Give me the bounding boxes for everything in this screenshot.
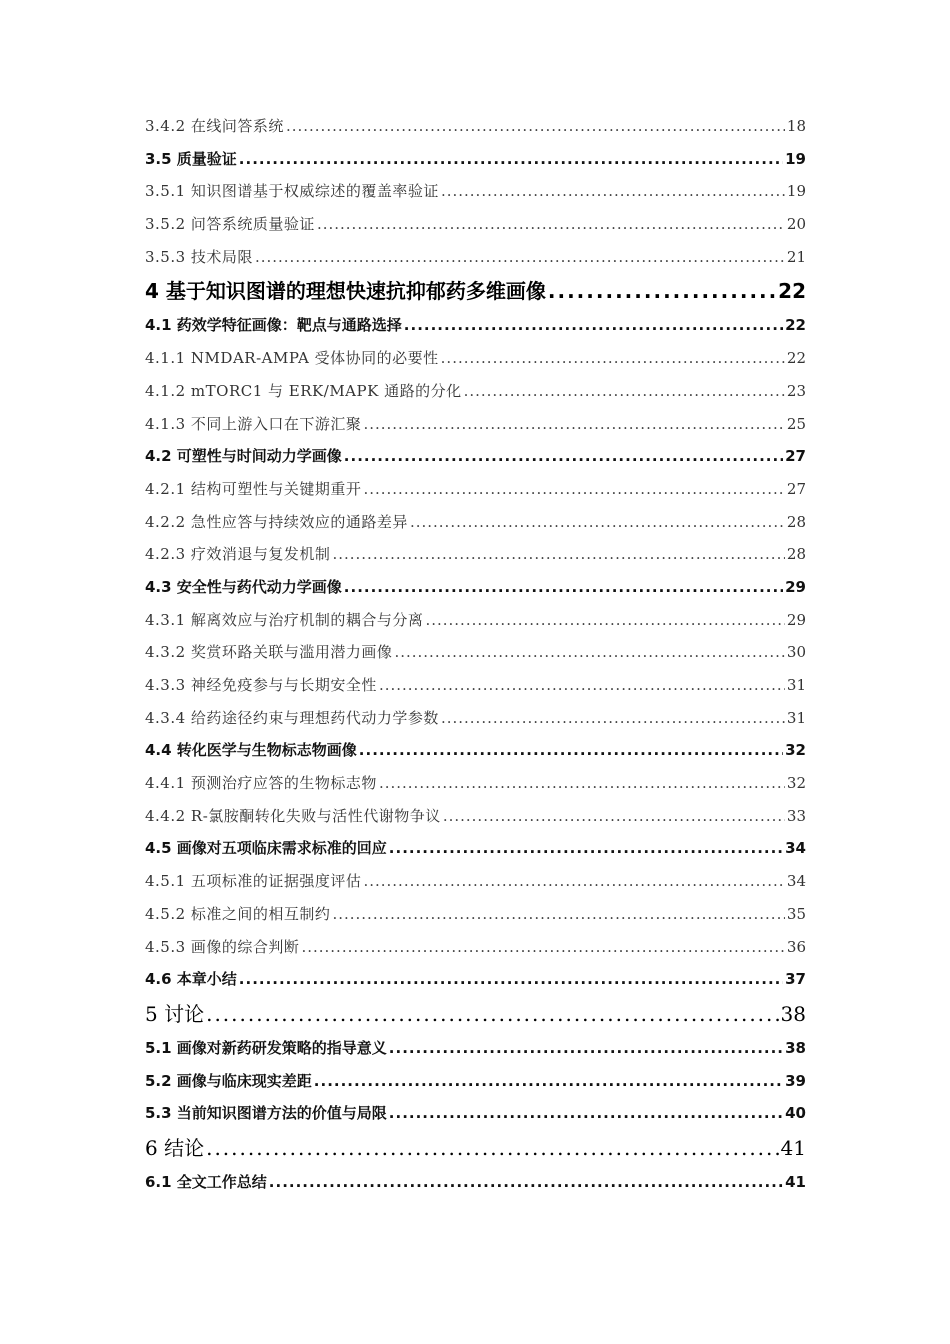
- toc-entry[interactable]: [145, 440, 806, 473]
- toc-entry-page-number: 34: [785, 839, 806, 858]
- dot-leader: [239, 143, 783, 176]
- toc-entry-page-number: 27: [786, 479, 806, 498]
- dot-leader: [404, 309, 783, 342]
- toc-entry-page-number: 37: [785, 970, 806, 989]
- toc-entry-page-number: 40: [785, 1104, 806, 1123]
- dot-leader: [344, 571, 783, 604]
- dot-leader: [441, 175, 785, 208]
- toc-entry-label: 4 基于知识图谱的理想快速抗抑郁药多维画像: [145, 279, 546, 304]
- toc-entry-page-number: 39: [785, 1071, 806, 1090]
- toc-entry-label: 3.5.3 技术局限: [145, 247, 253, 266]
- toc-entry[interactable]: [145, 636, 806, 669]
- toc-entry[interactable]: [145, 208, 806, 241]
- toc-entry[interactable]: [145, 963, 806, 996]
- toc-entry-label: 4.1.3 不同上游入口在下游汇聚: [145, 414, 362, 433]
- toc-entry-label: 4.1.2 mTORC1 与 ERK/MAPK 通路的分化: [145, 381, 462, 400]
- toc-entry-page-number: 28: [786, 512, 806, 531]
- toc-entry-page-number: 34: [786, 872, 806, 891]
- toc-entry-label: 4.1.1 NMDAR-AMPA 受体协同的必要性: [145, 349, 439, 368]
- toc-entry-label: 4.4.1 预测治疗应答的生物标志物: [145, 774, 377, 793]
- toc-entry-label: 3.5 质量验证: [145, 149, 237, 168]
- toc-entry[interactable]: [145, 734, 806, 767]
- toc-entry-page-number: 35: [786, 904, 806, 923]
- toc-entry[interactable]: [145, 175, 806, 208]
- toc-entry[interactable]: [145, 538, 806, 571]
- toc-entry-label: 4.5.3 画像的综合判断: [145, 937, 300, 956]
- toc-entry-label: 4.2 可塑性与时间动力学画像: [145, 447, 342, 466]
- toc-entry-label: 4.4 转化医学与生物标志物画像: [145, 741, 357, 760]
- toc-entry-page-number: 32: [786, 774, 806, 793]
- toc-entry-label: 4.6 本章小结: [145, 970, 237, 989]
- table-of-contents: [145, 110, 806, 1199]
- dot-leader: [363, 408, 784, 441]
- dot-leader: [317, 208, 785, 241]
- toc-entry-page-number: 20: [786, 215, 806, 234]
- dot-leader: [443, 800, 785, 833]
- toc-entry-label: 3.5.2 问答系统质量验证: [145, 215, 315, 234]
- dot-leader: [286, 110, 785, 143]
- toc-entry[interactable]: [145, 571, 806, 604]
- toc-entry-label: 4.2.2 急性应答与持续效应的通路差异: [145, 512, 408, 531]
- toc-entry-label: 4.5 画像对五项临床需求标准的回应: [145, 839, 387, 858]
- dot-leader: [389, 1032, 783, 1065]
- toc-entry-page-number: 38: [780, 1001, 806, 1026]
- toc-entry[interactable]: [145, 309, 806, 342]
- toc-entry[interactable]: [145, 143, 806, 176]
- dot-leader: [464, 375, 785, 408]
- dot-leader: [363, 473, 784, 506]
- toc-entry-page-number: 38: [785, 1038, 806, 1057]
- toc-entry-page-number: 29: [786, 610, 806, 629]
- toc-entry-page-number: 18: [786, 117, 806, 135]
- toc-entry[interactable]: [145, 832, 806, 865]
- toc-entry-page-number: 27: [785, 447, 806, 466]
- toc-entry-page-number: 19: [785, 149, 806, 168]
- dot-leader: [344, 440, 783, 473]
- dot-leader: [389, 1097, 783, 1130]
- toc-entry-label: 4.3.2 奖赏环路关联与滥用潜力画像: [145, 643, 393, 662]
- toc-entry[interactable]: [145, 273, 806, 309]
- toc-entry-page-number: 23: [786, 381, 806, 400]
- dot-leader: [389, 832, 783, 865]
- toc-entry-page-number: 41: [780, 1135, 806, 1160]
- toc-entry-label: 4.5.1 五项标准的证据强度评估: [145, 872, 362, 891]
- toc-entry[interactable]: [145, 375, 806, 408]
- dot-leader: [441, 342, 785, 375]
- toc-entry-page-number: 22: [786, 349, 806, 368]
- toc-entry-page-number: 22: [785, 316, 806, 335]
- toc-entry[interactable]: [145, 408, 806, 441]
- toc-entry[interactable]: [145, 669, 806, 702]
- toc-entry-label: 4.1 药效学特征画像：靶点与通路选择: [145, 316, 402, 335]
- toc-entry-page-number: 29: [785, 577, 806, 596]
- toc-entry-page-number: 31: [786, 676, 806, 694]
- toc-entry[interactable]: [145, 931, 806, 964]
- dot-leader: [379, 767, 785, 800]
- toc-entry[interactable]: [145, 241, 806, 274]
- dot-leader: [410, 506, 785, 539]
- dot-leader: [332, 898, 784, 931]
- dot-leader: [548, 273, 776, 309]
- toc-entry-label: 5.3 当前知识图谱方法的价值与局限: [145, 1104, 387, 1123]
- toc-entry[interactable]: [145, 342, 806, 375]
- toc-entry-label: 4.2.1 结构可塑性与关键期重开: [145, 479, 362, 498]
- toc-entry-label: 4.3.3 神经免疫参与与长期安全性: [145, 676, 377, 694]
- toc-entry-label: 4.4.2 R-氯胺酮转化失败与活性代谢物争议: [145, 806, 441, 825]
- toc-entry[interactable]: [145, 865, 806, 898]
- dot-leader: [301, 931, 784, 964]
- toc-entry[interactable]: [145, 110, 806, 143]
- dot-leader: [441, 702, 785, 735]
- toc-entry-label: 6 结论: [145, 1135, 205, 1160]
- dot-leader: [206, 996, 778, 1032]
- toc-entry[interactable]: [145, 767, 806, 800]
- toc-entry[interactable]: [145, 898, 806, 931]
- toc-entry-label: 5.2 画像与临床现实差距: [145, 1071, 312, 1090]
- toc-entry[interactable]: [145, 996, 806, 1032]
- toc-entry-label: 5.1 画像对新药研发策略的指导意义: [145, 1038, 387, 1057]
- toc-entry-label: 5 讨论: [145, 1001, 205, 1026]
- dot-leader: [394, 636, 784, 669]
- toc-entry-label: 4.2.3 疗效消退与复发机制: [145, 545, 331, 564]
- toc-entry-label: 6.1 全文工作总结: [145, 1172, 267, 1191]
- toc-entry[interactable]: [145, 1065, 806, 1098]
- dot-leader: [206, 1130, 778, 1166]
- toc-entry[interactable]: [145, 1166, 806, 1199]
- toc-entry[interactable]: [145, 604, 806, 637]
- dot-leader: [255, 241, 785, 274]
- toc-entry-page-number: 19: [786, 182, 806, 201]
- toc-entry-label: 4.5.2 标准之间的相互制约: [145, 904, 331, 923]
- toc-entry[interactable]: [145, 1032, 806, 1065]
- toc-entry-label: 4.3.1 解离效应与治疗机制的耦合与分离: [145, 610, 424, 629]
- toc-entry[interactable]: [145, 1097, 806, 1130]
- toc-entry-label: 3.4.2 在线问答系统: [145, 117, 284, 135]
- toc-entry-page-number: 25: [786, 414, 806, 433]
- toc-entry-page-number: 28: [786, 545, 806, 564]
- dot-leader: [332, 538, 784, 571]
- toc-entry-page-number: 21: [786, 247, 806, 266]
- dot-leader: [269, 1166, 783, 1199]
- toc-entry-label: 3.5.1 知识图谱基于权威综述的覆盖率验证: [145, 182, 439, 201]
- dot-leader: [314, 1065, 783, 1098]
- toc-entry-page-number: 22: [778, 279, 806, 304]
- toc-entry-label: 4.3 安全性与药代动力学画像: [145, 577, 342, 596]
- dot-leader: [359, 734, 783, 767]
- toc-entry[interactable]: [145, 473, 806, 506]
- toc-entry-page-number: 31: [786, 708, 806, 727]
- dot-leader: [363, 865, 784, 898]
- dot-leader: [425, 604, 784, 637]
- dot-leader: [379, 669, 785, 702]
- toc-entry-page-number: 41: [785, 1172, 806, 1191]
- toc-entry[interactable]: [145, 506, 806, 539]
- dot-leader: [239, 963, 783, 996]
- toc-entry[interactable]: [145, 800, 806, 833]
- toc-entry-page-number: 32: [785, 741, 806, 760]
- toc-entry-page-number: 36: [786, 937, 806, 956]
- toc-entry-page-number: 30: [786, 643, 806, 662]
- toc-entry-page-number: 33: [786, 806, 806, 825]
- toc-entry[interactable]: [145, 702, 806, 735]
- toc-entry-label: 4.3.4 给药途径约束与理想药代动力学参数: [145, 708, 439, 727]
- toc-entry[interactable]: [145, 1130, 806, 1166]
